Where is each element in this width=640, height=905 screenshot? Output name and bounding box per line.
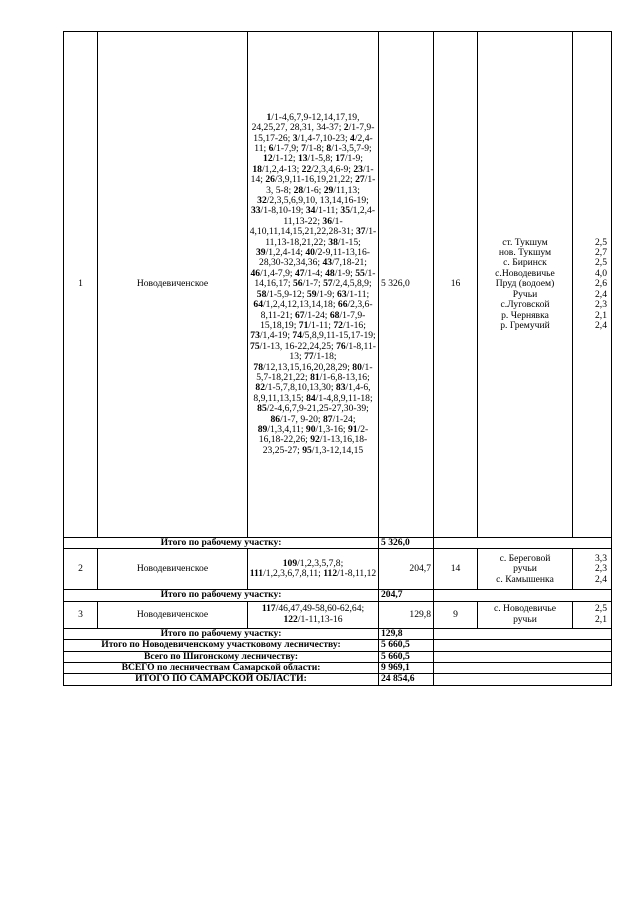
quarter-plots: /1-9; [344, 153, 363, 165]
quarter-number: 117 [261, 603, 276, 615]
area-cell: 129,8 [379, 601, 434, 628]
quarter-number: 112 [323, 568, 338, 580]
quarter-plots: /1-11; [308, 319, 334, 331]
list-item: 2,1 [595, 613, 607, 625]
quarter-number: 57 [323, 278, 333, 290]
quarter-plots: /1-14; [250, 163, 374, 186]
quarter-plots: /1-7; [302, 278, 324, 290]
quarters-cell [248, 549, 379, 590]
list-item: 2,5 [595, 603, 607, 615]
quarter-plots: /1-7,9-15,18,19; [260, 309, 366, 331]
quarter-plots: /1-7,9-15,17-26; [253, 122, 375, 144]
subtotal-row [64, 538, 612, 549]
quarter-plots: /2-16,18-22,26; [258, 423, 369, 446]
quarter-plots: /1-6,8-13,16; [319, 371, 370, 383]
list-item: нов. Тукшум [498, 247, 552, 259]
quarter-number: 91 [348, 423, 358, 435]
quarter-number: 59 [306, 288, 317, 300]
quarter-plots: /1,2,4-13; [261, 163, 302, 175]
quarter-plots: /2,3,4,6-9; [311, 163, 354, 175]
list-item: ст. Тукшум [502, 236, 548, 248]
quarter-plots: /1-4; [304, 267, 326, 279]
quarter-plots: /1-9; [334, 267, 356, 279]
objects-cell [478, 549, 573, 590]
subtotal-row [64, 628, 612, 639]
quarter-plots: /1,2,4-14; [265, 247, 306, 259]
quarter-plots: /1-11,13-16 [297, 613, 343, 625]
quarter-number: 95 [302, 444, 312, 456]
quarter-number: 58 [256, 288, 267, 300]
quarter-plots: /1-24; [332, 413, 356, 425]
quarter-number: 39 [256, 247, 266, 259]
quarter-plots: /1,2,3,5,7,8; [297, 558, 344, 569]
quarter-number: 33 [250, 205, 261, 217]
total-value: 24 854,6 [379, 674, 434, 685]
list-item: 2,4 [595, 288, 607, 300]
quarter-number: 8 [326, 143, 332, 155]
quarter-plots: /1-8,10-19; [260, 205, 306, 217]
subtotal-label: Итого по рабочему участку: [64, 628, 379, 639]
quarter-number: 37 [355, 226, 366, 238]
quarter-number: 28 [293, 184, 304, 196]
quarter-number: 76 [336, 340, 346, 352]
quarter-number: 56 [293, 278, 303, 290]
quarter-plots: /2-4,6,7,9-21,25-27,30-39; [266, 403, 369, 415]
list-item: с. Камышенка [496, 573, 554, 585]
total-value: 5 660,5 [379, 651, 434, 662]
quarter-plots: /1-18; [313, 351, 337, 363]
area-cell: 5 326,0 [379, 32, 434, 538]
quarter-plots: /1-11; [346, 288, 370, 300]
quarter-number: 89 [257, 423, 268, 435]
list-item: ручьи [513, 613, 537, 625]
total-row [64, 651, 612, 662]
quarter-plots: /1,4-7,10-23; [297, 132, 351, 144]
quarter-plots: /1-14,16,17; [254, 267, 376, 290]
quarter-plots: /1-5,7,8,10,13,30; [265, 382, 336, 394]
quarter-number: 109 [282, 558, 298, 569]
list-item: 2,6 [595, 278, 607, 290]
list-item: с. Береговой [499, 552, 551, 564]
quarter-plots: /1,4-7,9; [260, 267, 295, 279]
quarter-number: 48 [325, 267, 335, 279]
quarter-number: 84 [306, 392, 316, 404]
quarter-plots: /1-5,8; [307, 153, 336, 165]
quarter-number: 13 [297, 153, 308, 165]
list-item: р. Чернявка [501, 309, 549, 321]
subtotal-value: 129,8 [379, 628, 434, 639]
subtotal-value: 204,7 [379, 590, 434, 601]
quarter-plots: /1-8,11-13; [289, 340, 376, 363]
quarter-number: 77 [304, 351, 314, 363]
list-item: 2,7 [595, 247, 607, 259]
list-item: Пруд (водоем) [495, 278, 555, 290]
quarter-plots: /1-8,11,12 [337, 568, 377, 580]
quarter-number: 92 [310, 434, 320, 446]
quarter-plots: /11,13; [333, 184, 360, 196]
quarter-number: 55 [355, 267, 365, 279]
quarter-number: 80 [352, 361, 362, 373]
values-cell [573, 32, 612, 538]
quarter-number: 23 [353, 163, 363, 175]
quarter-number: 2 [343, 122, 349, 134]
row-number: 3 [64, 601, 98, 628]
quarter-number: 46 [250, 267, 261, 279]
quarter-plots: /2,3,6-8,11-21; [260, 299, 373, 321]
values-cell [573, 549, 612, 590]
total-label: ВСЕГО по лесничествам Самарской области: [64, 663, 379, 674]
quarter-plots: /1-15; [337, 236, 361, 248]
count-cell: 14 [434, 549, 478, 590]
list-item: ручьи [513, 563, 537, 575]
quarter-plots: /1-5,7-18,21,22; [256, 361, 373, 383]
quarter-plots: /1-3,5,7-9; [331, 143, 372, 155]
table-row [64, 601, 612, 628]
total-label: Итого по Новодевиченскому участковому лесничеству: [64, 640, 379, 651]
quarter-plots: /2,3,5,6,9,10, 13,14,16-19; [266, 195, 369, 207]
quarter-plots: /1,2,3,6,7,8,11; [263, 568, 324, 580]
quarter-number: 73 [250, 330, 260, 342]
quarter-number: 3 [292, 132, 298, 144]
quarter-plots: /1-4,6,7,9-12,14,17,19, 24,25,27, 28,31, 34-37; [251, 111, 360, 134]
quarter-number: 68 [329, 309, 340, 321]
quarter-number: 67 [294, 309, 305, 321]
quarter-number: 38 [328, 236, 338, 248]
quarter-plots: /1-13,16,18-23,25-27; [262, 434, 368, 456]
subtotal-value: 5 326,0 [379, 538, 434, 549]
list-item: 2,5 [595, 257, 607, 269]
list-item: 2,1 [595, 309, 607, 321]
quarter-plots: /1-4,10,11,14,15,21,22,28-31; [249, 215, 356, 238]
quarter-plots: /1-12; [272, 153, 298, 165]
quarter-number: 18 [252, 163, 262, 175]
quarter-number: 1 [266, 111, 272, 123]
quarter-plots: /1,3-12,14,15 [311, 444, 364, 456]
quarter-number: 66 [337, 299, 348, 311]
quarter-number: 82 [255, 382, 266, 394]
quarter-plots: /1-4,8,9,11-18; [315, 392, 373, 404]
list-item: 4,0 [595, 267, 607, 279]
quarter-plots: /2,4,5,8,9; [332, 278, 372, 290]
quarter-plots: /46,47,49-58,60-62,64; [275, 603, 365, 615]
quarter-plots: /3,9,11-16,19,21,22; [274, 174, 356, 186]
list-item: с. Биринск [503, 257, 547, 269]
row-number: 1 [64, 32, 98, 538]
quarter-number: 86 [270, 413, 281, 425]
quarter-number: 36 [322, 215, 332, 227]
quarter-number: 78 [253, 361, 264, 373]
quarter-plots: /1,3,4,11; [267, 423, 306, 435]
quarter-plots: /12,13,15,16,20,28,29; [263, 361, 353, 373]
objects-cell [478, 32, 573, 538]
list-item: р. Гремучий [500, 319, 550, 331]
quarter-plots: /1-7,9; [273, 143, 302, 155]
quarter-number: 81 [310, 371, 320, 383]
list-item: 2,3 [595, 563, 607, 575]
quarter-number: 83 [335, 382, 346, 394]
quarter-plots: /1-11,13-18,21,22; [265, 226, 377, 248]
quarter-number: 87 [322, 413, 333, 425]
list-item: с. Новодевичье [493, 603, 557, 615]
quarter-number: 34 [305, 205, 316, 217]
total-value: 5 660,5 [379, 640, 434, 651]
subtotal-label: Итого по рабочему участку: [64, 590, 379, 601]
row-number: 2 [64, 549, 98, 590]
area-cell: 204,7 [379, 549, 434, 590]
quarter-number: 17 [335, 153, 345, 165]
quarter-number: 22 [301, 163, 312, 175]
quarter-number: 85 [257, 403, 267, 415]
quarter-number: 6 [268, 143, 274, 155]
quarters-cell [248, 601, 379, 628]
total-label: ИТОГО ПО САМАРСКОЙ ОБЛАСТИ: [64, 674, 379, 685]
quarter-plots: /1-6; [303, 184, 324, 196]
quarter-number: 12 [263, 153, 273, 165]
quarter-number: 111 [249, 568, 264, 580]
quarter-plots: /2,4-11; [254, 132, 373, 155]
total-row [64, 640, 612, 651]
quarter-plots: /2-9,11-13,16-28,30-32,34,36; [259, 247, 370, 269]
quarter-plots: /5,8,9,11-15,17-19; [301, 330, 376, 342]
quarter-plots: /1,3-16; [315, 423, 348, 435]
quarter-number: 122 [283, 613, 298, 625]
count-cell: 9 [434, 601, 478, 628]
quarter-plots: /1-13, 16-22,24,25; [259, 340, 337, 352]
list-item: Ручьи [512, 288, 538, 300]
total-row [64, 674, 612, 685]
quarter-plots: /1,4-19; [259, 330, 293, 342]
quarter-number: 71 [298, 319, 309, 331]
subtotal-row [64, 590, 612, 601]
list-item: 2,3 [595, 299, 607, 311]
quarter-plots: /1-11; [315, 205, 341, 217]
quarter-plots: /1-8; [305, 143, 327, 155]
forestry-name: Новодевиченское [98, 32, 248, 538]
quarter-plots: /1-16; [342, 319, 366, 331]
list-item: с.Новодевичье [495, 267, 555, 279]
forestry-name: Новодевиченское [98, 549, 248, 590]
table-row [64, 549, 612, 590]
list-item: с.Луговской [500, 299, 550, 311]
quarter-plots: /1-24; [304, 309, 330, 321]
forestry-name: Новодевиченское [98, 601, 248, 628]
quarter-plots: /1,2,4-11,13-22; [283, 205, 376, 227]
list-item: 2,5 [595, 236, 607, 248]
quarter-number: 72 [333, 319, 343, 331]
quarter-plots: /1-5,9-12; [266, 288, 307, 300]
list-item: 2,4 [595, 319, 607, 331]
subtotal-label: Итого по рабочему участку: [64, 538, 379, 549]
quarter-plots: /1-3, 5-8; [266, 174, 376, 196]
quarter-number: 27 [355, 174, 365, 186]
quarters-cell [248, 32, 379, 538]
quarter-number: 63 [337, 288, 347, 300]
objects-cell [478, 601, 573, 628]
quarter-number: 29 [323, 184, 334, 196]
quarter-number: 43 [322, 257, 333, 269]
quarter-plots: /7,18-21; [332, 257, 367, 269]
quarter-number: 7 [301, 143, 306, 155]
count-cell: 16 [434, 32, 478, 538]
values-cell [573, 601, 612, 628]
quarter-number: 90 [305, 423, 316, 435]
list-item: 2,4 [595, 573, 607, 585]
quarter-plots: /1,4-6, 8,9,11,13,15; [253, 382, 371, 404]
quarter-number: 47 [295, 267, 305, 279]
quarter-plots: /1-7, 9-20; [280, 413, 323, 425]
list-item: 3,3 [595, 552, 607, 564]
quarter-number: 74 [292, 330, 302, 342]
forest-table [63, 31, 612, 686]
quarter-plots: /1-9; [316, 288, 338, 300]
total-label: Всего по Шигонскому лесничеству: [64, 651, 379, 662]
quarter-number: 32 [257, 195, 267, 207]
quarter-number: 4 [350, 132, 355, 144]
quarter-number: 40 [305, 247, 315, 259]
quarter-number: 26 [265, 174, 275, 186]
quarter-number: 64 [253, 299, 264, 311]
total-value: 9 969,1 [379, 663, 434, 674]
quarter-number: 35 [340, 205, 350, 217]
quarter-number: 75 [250, 340, 260, 352]
table-row [64, 32, 612, 538]
quarter-plots: /1,2,4,12,13,14,18; [263, 299, 338, 311]
